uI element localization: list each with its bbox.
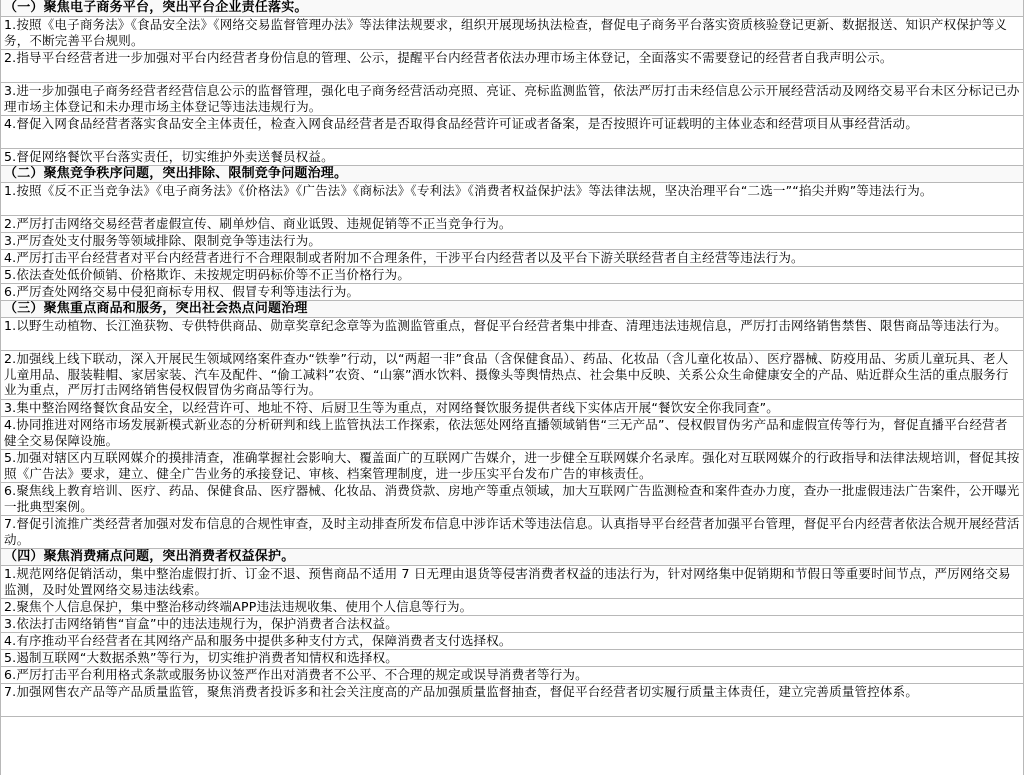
- list-item: 1.以野生动植物、长江渔获物、专供特供商品、勋章奖章纪念章等为监测监管重点，督促平台经营者集中排查、清理违法违规信息，严厉打击网络销售禁售、限售商品等违法行为。: [1, 318, 1023, 351]
- list-item: 7.加强网售农产品等产品质量监管，聚焦消费者投诉多和社会关注度高的产品加强质量监督抽查，督促平台经营者切实履行质量主体责任，建立完善质量管控体系。: [1, 684, 1023, 717]
- list-item: 6.严厉查处网络交易中侵犯商标专用权、假冒专利等违法行为。: [1, 284, 1023, 301]
- list-item: 1.按照《反不正当竞争法》《电子商务法》《价格法》《广告法》《商标法》《专利法》《消费者权益保护法》等法律法规，坚决治理平台“二选一”“掐尖并购”等违法行为。: [1, 183, 1023, 216]
- section-heading: （二）聚焦竞争秩序问题，突出排除、限制竞争问题治理。: [1, 166, 1023, 183]
- list-item: 5.督促网络餐饮平台落实责任，切实维护外卖送餐员权益。: [1, 149, 1023, 166]
- list-item: 2.严厉打击网络交易经营者虚假宣传、刷单炒信、商业诋毁、违规促销等不正当竞争行为。: [1, 216, 1023, 233]
- list-item: 1.按照《电子商务法》《食品安全法》《网络交易监督管理办法》等法律法规要求，组织开展现场执法检查，督促电子商务平台落实资质核验登记更新、数据报送、知识产权保护等义务，不断完善平台规则。: [1, 17, 1023, 50]
- list-item: 4.协同推进对网络市场发展新模式新业态的分析研判和线上监管执法工作探索，依法惩处网络直播领域销售“三无产品”、侵权假冒伪劣产品和虚假宣传等行为，督促直播平台经营者健全交易保障设施。: [1, 417, 1023, 450]
- section-heading: （四）聚焦消费痛点问题，突出消费者权益保护。: [1, 549, 1023, 566]
- section-heading: （三）聚焦重点商品和服务，突出社会热点问题治理: [1, 301, 1023, 318]
- list-item: 1.规范网络促销活动，集中整治虚假打折、订金不退、预售商品不适用 7 日无理由退货等侵害消费者权益的违法行为，针对网络集中促销期和节假日等重要时间节点，严厉网络交易监测，及时处置网络交易违法线索。: [1, 566, 1023, 599]
- list-item: 5.加强对辖区内互联网媒介的摸排清查，准确掌握社会影响大、覆盖面广的互联网广告媒介，进一步健全互联网媒介名录库。强化对互联网媒介的行政指导和法律法规培训，督促其按照《广告法》要求，建立、健全广告业务的承接登记、审核、档案管理制度，进一步压实平台发布广告的审核责任。: [1, 450, 1023, 483]
- list-item: 5.依法查处低价倾销、价格欺诈、未按规定明码标价等不正当价格行为。: [1, 267, 1023, 284]
- list-item: 7.督促引流推广类经营者加强对发布信息的合规性审查，及时主动排查所发布信息中涉诈话术等违法信息。认真指导平台经营者加强平台管理，督促平台内经营者依法合规开展经营活动。: [1, 516, 1023, 549]
- list-item: 5.遏制互联网“大数据杀熟”等行为，切实维护消费者知情权和选择权。: [1, 650, 1023, 667]
- list-item: 6.聚焦线上教育培训、医疗、药品、保健食品、医疗器械、化妆品、消费贷款、房地产等重点领域，加大互联网广告监测检查和案件查办力度，查办一批虚假违法广告案件，公开曝光一批典型案例。: [1, 483, 1023, 516]
- list-item: 4.督促入网食品经营者落实食品安全主体责任，检查入网食品经营者是否取得食品经营许可证或者备案，是否按照许可证载明的主体业态和经营项目从事经营活动。: [1, 116, 1023, 149]
- list-item: 6.严厉打击平台利用格式条款或服务协议签严作出对消费者不公平、不合理的规定或误导消费者等行为。: [1, 667, 1023, 684]
- list-item: 2.指导平台经营者进一步加强对平台内经营者身份信息的管理、公示，提醒平台内经营者依法办理市场主体登记，全面落实不需要登记的经营者自我声明公示。: [1, 50, 1023, 83]
- list-item: 4.严厉打击平台经营者对平台内经营者进行不合理限制或者附加不合理条件，干涉平台内经营者以及平台下游关联经营者自主经营等违法行为。: [1, 250, 1023, 267]
- list-item: 3.集中整治网络餐饮食品安全，以经营许可、地址不符、后厨卫生等为重点，对网络餐饮服务提供者线下实体店开展“餐饮安全你我同查”。: [1, 400, 1023, 417]
- list-item: 2.聚焦个人信息保护，集中整治移动终端APP违法违规收集、使用个人信息等行为。: [1, 599, 1023, 616]
- list-item: 3.严厉查处支付服务等领域排除、限制竞争等违法行为。: [1, 233, 1023, 250]
- list-item: 2.加强线上线下联动，深入开展民生领域网络案件查办“铁拳”行动，以“两超一非”食品（含保健食品）、药品、化妆品（含儿童化妆品）、医疗器械、防疫用品、劣质儿童玩具、老人儿童用品、服装鞋帽、家居家装、汽车及配件、“偷工减料”农资、“山寨”酒水饮料、摄像头等舆情热点、社会集中反映、关系公众生命健康安全的产品、贴近群众生活的重点服务行业为重点，严厉打击网络销售侵权假冒伪劣商品等行为。: [1, 351, 1023, 400]
- list-item: 3.进一步加强电子商务经营者经营信息公示的监督管理，强化电子商务经营活动亮照、亮证、亮标监测监管，依法严厉打击未经信息公示开展经营活动及网络交易平台未区分标记已办理市场主体登记和未办理市场主体登记等违法违规行为。: [1, 83, 1023, 116]
- list-item: 3.依法打击网络销售“盲盒”中的违法违规行为，保护消费者合法权益。: [1, 616, 1023, 633]
- list-item: 4.有序推动平台经营者在其网络产品和服务中提供多种支付方式，保障消费者支付选择权。: [1, 633, 1023, 650]
- section-heading: （一）聚焦电子商务平台，突出平台企业责任落实。: [1, 0, 1023, 17]
